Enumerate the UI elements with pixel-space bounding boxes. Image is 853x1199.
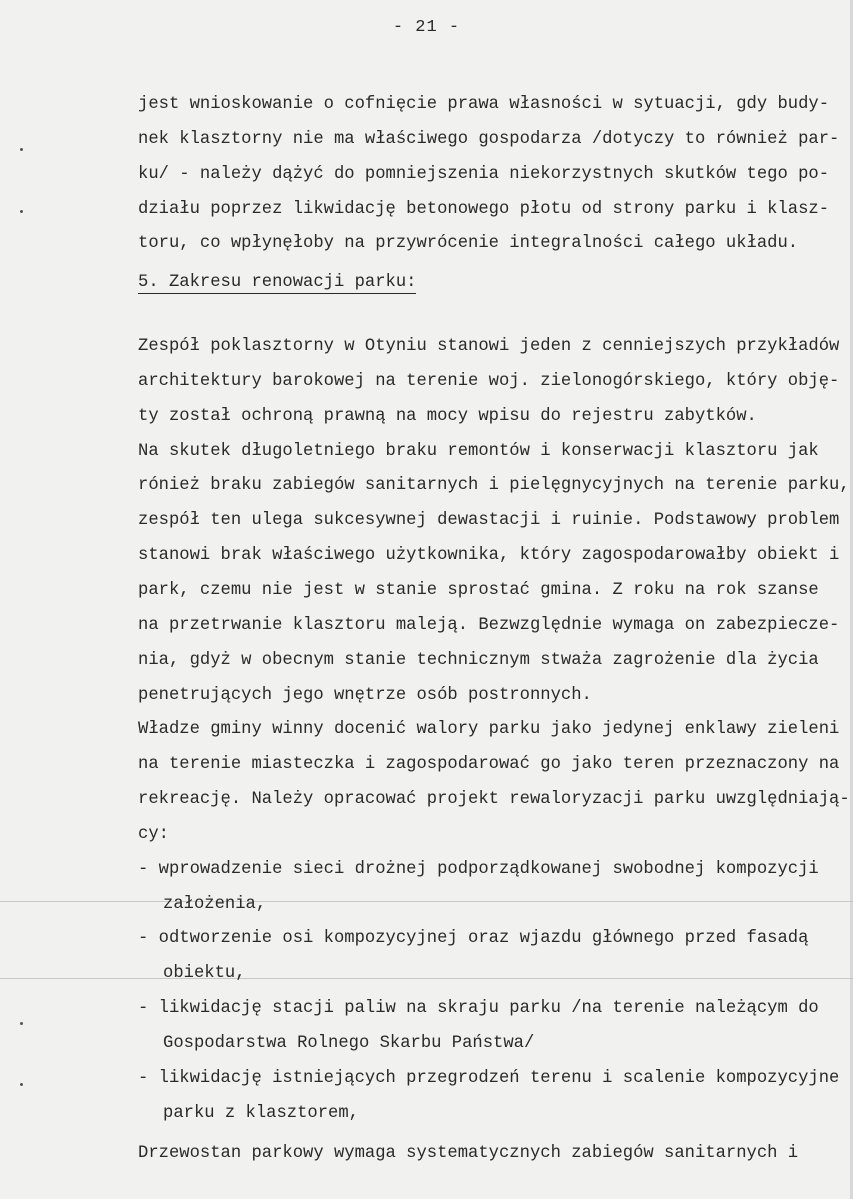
text-line: stanowi brak właściwego użytkownika, który zagospodarowałby obiekt i xyxy=(138,546,840,566)
text-line: penetrujących jego wnętrze osób postronnych. xyxy=(138,685,592,705)
text-line: cy: xyxy=(138,824,169,844)
section-heading-text: 5. Zakresu renowacji parku: xyxy=(138,273,417,293)
section-heading xyxy=(138,266,853,301)
scan-mark xyxy=(20,210,23,213)
page-number: - 21 - xyxy=(392,18,461,37)
text-line: na terenie miasteczka i zagospodarować go jako teren przeznaczony na xyxy=(138,755,840,775)
text-line: ku/ - należy dążyć do pomniejszenia niekorzystnych skutków tego po- xyxy=(138,164,830,184)
text-line: zespół ten ulega sukcesywnej dewastacji i ruinie. Podstawowy problem xyxy=(138,511,840,531)
scan-mark xyxy=(20,1083,23,1086)
text-line: na przetrwanie klasztoru maleją. Bezwzględnie wymaga on zabezpiecze- xyxy=(138,615,840,635)
scan-mark xyxy=(20,148,23,151)
text-line: Władze gminy winny docenić walory parku jako jedynej enklawy zieleni xyxy=(138,720,840,740)
text-line: działu poprzez likwidację betonowego płotu od strony parku i klasz- xyxy=(138,199,830,219)
list-item: - odtworzenie osi kompozycyjnej oraz wjazdu głównego przed fasadą xyxy=(138,929,809,949)
text-line: ty został ochroną prawną na mocy wpisu do rejestru zabytków. xyxy=(138,406,757,426)
text-line: Zespół poklasztorny w Otyniu stanowi jeden z cenniejszych przykładów xyxy=(138,337,840,357)
list-item: - wprowadzenie sieci drożnej podporządkowanej swobodnej kompozycji xyxy=(138,859,819,879)
text-line: Na skutek długoletniego braku remontów i konserwacji klasztoru jak xyxy=(138,441,819,461)
scan-mark xyxy=(20,1022,23,1025)
text-line: rónież braku zabiegów sanitarnych i pielęgnycyjnych na terenie parku, xyxy=(138,476,850,496)
document-body xyxy=(138,88,853,1172)
list-item-continuation: założenia, xyxy=(163,894,267,914)
text-line: architektury barokowej na terenie woj. zielonogórskiego, który obję- xyxy=(138,371,840,391)
text-line: nia, gdyż w obecnym stanie technicznym stważa zagrożenie dla życia xyxy=(138,650,819,670)
text-line: toru, co wpłynęłoby na przywrócenie integralności całego układu. xyxy=(138,234,799,254)
text-line: nek klasztorny nie ma właściwego gospodarza /dotyczy to również par- xyxy=(138,129,840,149)
list-item-continuation: Gospodarstwa Rolnego Skarbu Państwa/ xyxy=(163,1033,535,1053)
list-item-continuation: parku z klasztorem, xyxy=(163,1103,359,1123)
text-line: park, czemu nie jest w stanie sprostać gmina. Z roku na rok szanse xyxy=(138,580,819,600)
list-item: - likwidację stacji paliw na skraju parku /na terenie należącym do xyxy=(138,999,819,1019)
text-line: Drzewostan parkowy wymaga systematycznych zabiegów sanitarnych i xyxy=(138,1144,799,1164)
text-line: rekreację. Należy opracować projekt rewaloryzacji parku uwzględniają- xyxy=(138,790,850,810)
list-item: - likwidację istniejących przegrodzeń terenu i scalenie kompozycyjne xyxy=(138,1068,840,1088)
text-line: jest wnioskowanie o cofnięcie prawa własności w sytuacji, gdy budy- xyxy=(138,95,830,114)
list-item-continuation: obiektu, xyxy=(163,964,246,984)
